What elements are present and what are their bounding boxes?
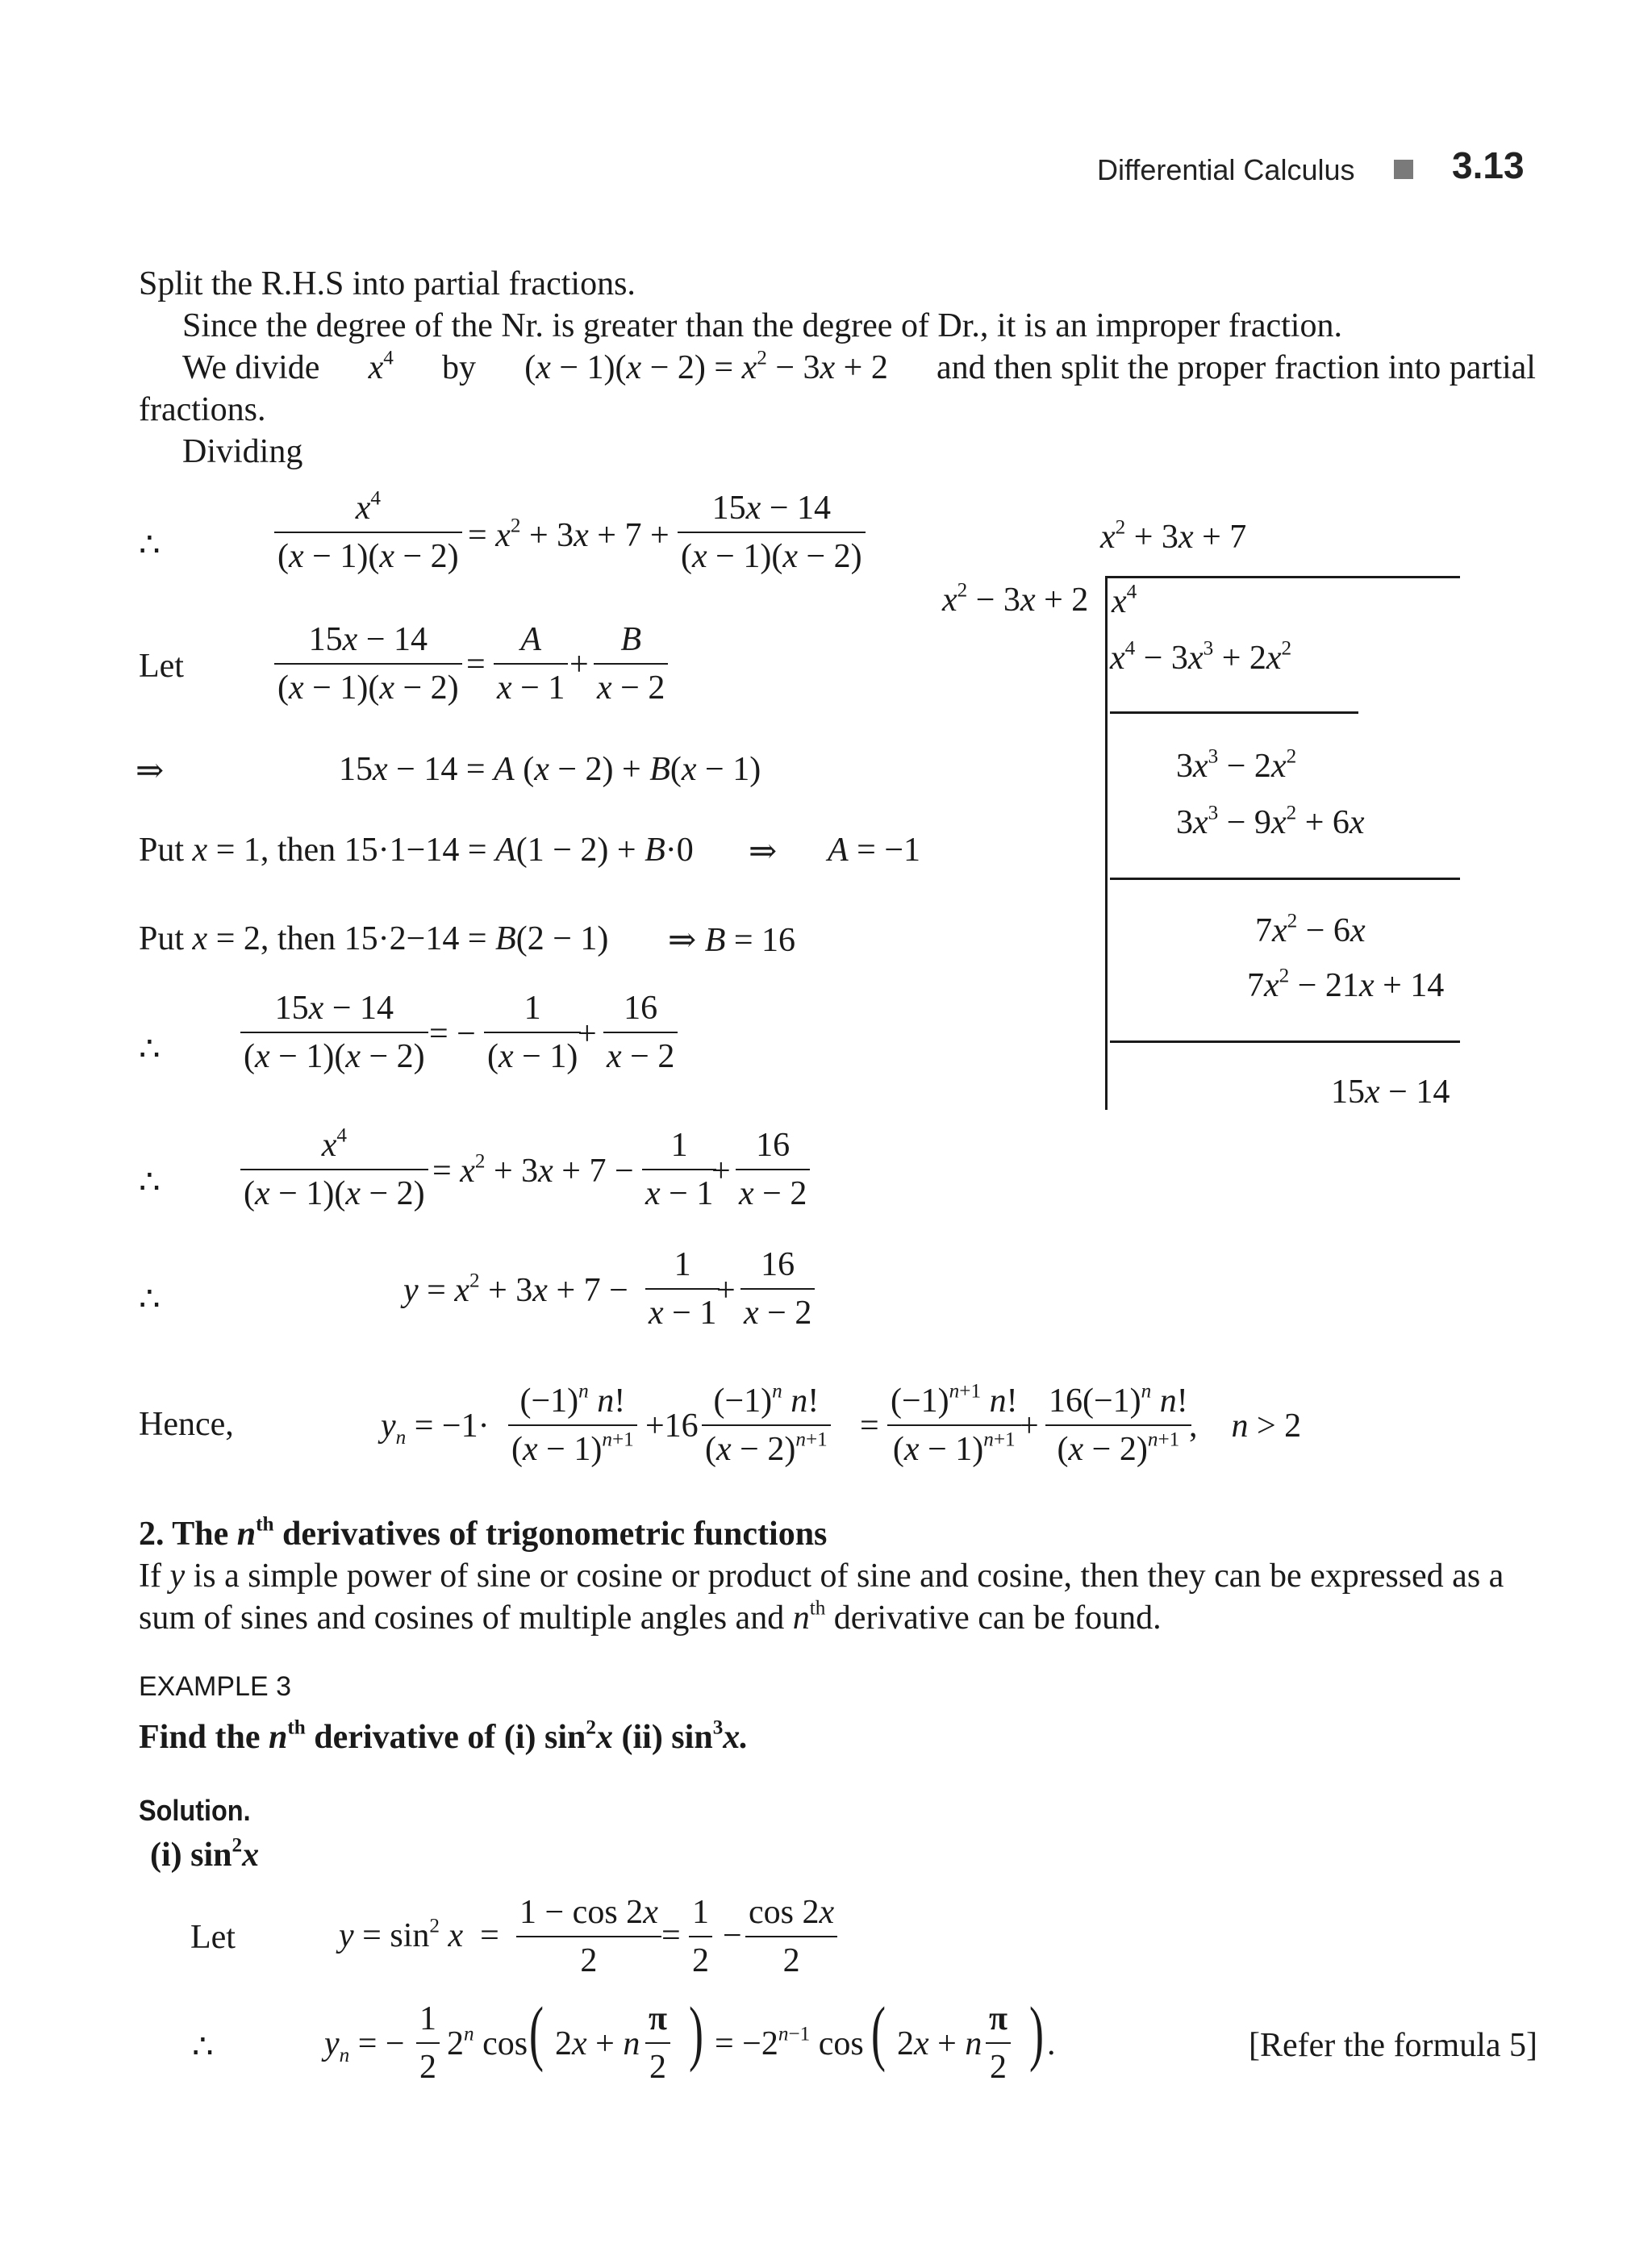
fraction-b: $\frac{B}{x - 2}$ xyxy=(594,619,668,708)
section-2-para-b: is a simple power of sine or cosine or product of sine and cosine, then they can be expressed as a xyxy=(193,1558,1504,1595)
division-subtract-line-2 xyxy=(1110,878,1460,880)
section-2-paragraph-line-1: If y is a simple power of sine or cosine or product of sine and cosine, then they can be expressed as a xyxy=(139,1558,1504,1595)
long-division-step-4: $7x^2 - 6x$ xyxy=(1255,910,1366,949)
intro-line-4: fractions. xyxy=(139,391,266,428)
example-label: EXAMPLE 3 xyxy=(139,1671,291,1702)
section-2-heading: 2. The $n^{th}$ derivatives of trigonometric functions xyxy=(139,1513,828,1553)
fraction-nth-term-4: $\frac{16(-1)^n n!}{(x - 2)^{n+1}}$ xyxy=(1045,1381,1191,1470)
plus-sign-2: + xyxy=(578,1015,597,1053)
division-bar-top xyxy=(1105,576,1460,578)
fraction-remainder-2: $\frac{15x - 14}{(x - 1)(x - 2)}$ xyxy=(240,988,428,1077)
put-x2-text-c: (2 − 1) xyxy=(515,920,609,957)
example-title-b: derivative of (i) sin xyxy=(314,1719,586,1756)
b-result: ⇒ B = 16 xyxy=(668,922,796,959)
intro-line-5: Dividing xyxy=(182,433,303,470)
put-x1-text-d: ·0 xyxy=(665,832,694,869)
plus-16: +16 xyxy=(645,1407,699,1445)
yn-equals: $y_n = -1\cdot$ xyxy=(381,1407,490,1449)
therefore-symbol: ∴ xyxy=(139,527,161,564)
long-division-step-5: $7x^2 - 21x + 14$ xyxy=(1247,965,1445,1004)
section-2-para-c: sum of sines and cosines of multiple angles and xyxy=(139,1599,785,1637)
example-title: Find the $n^{th}$ derivative of (i) $\sin^2x$ (ii) $\sin^3x$. xyxy=(139,1716,749,1756)
solution-label: Solution. xyxy=(139,1794,251,1827)
long-division-step-1: $x^4 - 3x^3 + 2x^2$ xyxy=(1110,637,1292,677)
hence-label: Hence, xyxy=(139,1406,234,1443)
right-paren: ) xyxy=(688,1993,703,2073)
x4-expression: $x^4$ xyxy=(368,347,394,386)
fraction-16-over-x-minus-2-2: $\frac{16}{x - 2}$ xyxy=(736,1125,810,1214)
plus-sign-4: + xyxy=(716,1272,736,1309)
intro-line-3a: We divide xyxy=(182,349,320,386)
running-header-title: Differential Calculus xyxy=(1097,153,1355,186)
long-division-quotient: $x^2 + 3x + 7$ xyxy=(1100,516,1247,556)
plus-sign: + xyxy=(569,646,589,683)
fraction-a: $\frac{A}{x - 1}$ xyxy=(494,619,568,708)
implies-symbol: ⇒ xyxy=(136,753,165,790)
formula-reference: [Refer the formula 5] xyxy=(1249,2027,1538,2064)
fraction-one-over-x-minus-1-3: $\frac{1}{x - 1}$ xyxy=(645,1245,720,1333)
long-division-step-2: $3x^3 - 2x^2$ xyxy=(1176,745,1297,785)
plus-sign-5: + xyxy=(1020,1407,1039,1445)
fraction-pi-over-2-2: $\frac{\pi}{2}$ xyxy=(986,1999,1011,2087)
a-result: A = −1 xyxy=(828,832,921,869)
argument-2x-plus-n: 2x + n xyxy=(555,2025,640,2062)
therefore-symbol-2: ∴ xyxy=(139,1031,161,1068)
section-2-paragraph-line-2: sum of sines and cosines of multiple angles and $n^{th}$ derivative can be found. xyxy=(139,1597,1162,1637)
put-x2-text: = 2, then 15·2−14 = xyxy=(215,920,487,957)
long-division-dividend: $x^4$ xyxy=(1112,581,1137,620)
put-x1-text-c: (1 − 2) + xyxy=(515,832,636,869)
fraction-one-half: $\frac{1}{2}$ xyxy=(689,1892,712,1981)
let-label-2: Let xyxy=(190,1919,236,1956)
fraction-x4-over-product: $\frac{x^4}{(x - 1)(x - 2)}$ xyxy=(274,488,462,577)
equation-1-middle: = $x^2 + 3x + 7$ + xyxy=(468,515,670,554)
section-2-heading-b: derivatives of trigonometric functions xyxy=(282,1516,828,1553)
equals-sign-3: = xyxy=(661,1917,681,1954)
intro-line-3c: and then split the proper fraction into partial xyxy=(937,349,1536,386)
left-paren-2: ( xyxy=(870,1993,886,2073)
fraction-one-minus-cos2x: $\frac{1 - \cos 2x}{2}$ xyxy=(516,1892,661,1981)
division-subtract-line-1 xyxy=(1110,711,1358,714)
fraction-one-over-x-minus-1: $\frac{1}{(x - 1)}$ xyxy=(484,988,581,1077)
right-paren-2: ) xyxy=(1028,1993,1044,2073)
a-value: = −1 xyxy=(857,832,921,869)
yn-equals-2: $y_n$ = − xyxy=(324,2025,405,2066)
plus-sign-3: + xyxy=(711,1153,731,1190)
fraction-remainder-let: $\frac{15x - 14}{(x - 1)(x - 2)}$ xyxy=(274,619,462,708)
fraction-one-half-2: $\frac{1}{2}$ xyxy=(416,1999,440,2087)
period: . xyxy=(1047,2025,1056,2062)
intro-line-3b: by xyxy=(442,349,477,386)
equals-minus: = − xyxy=(429,1015,476,1053)
therefore-symbol-3: ∴ xyxy=(139,1164,161,1201)
let-label: Let xyxy=(139,648,184,685)
y-sin2x: $y = \sin^2 x$ = xyxy=(339,1915,499,1954)
example-title-c: (ii) sin xyxy=(621,1719,713,1756)
condition-n-gt-2: , n > 2 xyxy=(1189,1407,1302,1445)
equals-sign-2: = xyxy=(860,1407,879,1445)
division-bracket xyxy=(1105,576,1108,1110)
minus-two-power-cos: = $-2^{n-1}$ cos xyxy=(715,2023,864,2062)
fraction-cos2x-over-2: $\frac{\cos 2x}{2}$ xyxy=(745,1892,837,1981)
intro-line-2: Since the degree of the Nr. is greater than the degree of Dr., it is an improper fraction. xyxy=(182,307,1342,344)
equals-sign: = xyxy=(466,646,486,683)
two-power-n-cos: 2$^n$ cos xyxy=(447,2023,528,2062)
fraction-remainder: $\frac{15x - 14}{(x - 1)(x - 2)}$ xyxy=(678,488,866,577)
put-x1-text: = 1, then 15·1−14 = xyxy=(215,832,487,869)
part-i-label: (i) sin xyxy=(150,1837,232,1874)
fraction-nth-term-2: $\frac{(-1)^n n!}{(x - 2)^{n+1}}$ xyxy=(702,1381,831,1470)
therefore-symbol-5: ∴ xyxy=(192,2029,214,2066)
page-number: 3.13 xyxy=(1452,144,1525,186)
fraction-one-over-x-minus-1-2: $\frac{1}{x - 1}$ xyxy=(642,1125,716,1214)
implies-symbol-2: ⇒ xyxy=(749,833,778,870)
put-x2-line: Put x = 2, then 15·2−14 = B(2 − 1) xyxy=(139,920,609,957)
section-2-para-a: If xyxy=(139,1558,161,1595)
division-subtract-line-3 xyxy=(1110,1040,1460,1043)
therefore-symbol-4: ∴ xyxy=(139,1281,161,1318)
put-x1-line: Put x = 1, then 15·1−14 = A(1 − 2) + B·0 xyxy=(139,832,694,869)
intro-line-3 xyxy=(182,347,1536,389)
long-division-step-3: $3x^3 - 9x^2 + 6x$ xyxy=(1176,802,1365,841)
long-division-divisor: $x^2 - 3x + 2$ xyxy=(942,579,1089,619)
equation-3: 15x − 14 = A (x − 2) + B(x − 1) xyxy=(339,751,761,788)
put-label: Put xyxy=(139,832,185,869)
y-equation: $y = x^2 + 3x + 7$ − xyxy=(403,1270,628,1309)
divisor-expression: $(x - 1)(x - 2) = x^2 - 3x + 2$ xyxy=(524,347,888,386)
header-square-icon xyxy=(1394,160,1413,179)
fraction-x4-over-product-2: $\frac{x^4}{(x - 1)(x - 2)}$ xyxy=(240,1125,428,1214)
argument-2x-plus-n-2: 2x + n xyxy=(897,2025,982,2062)
long-division-remainder: 15x − 14 xyxy=(1331,1074,1450,1111)
fraction-nth-term-1: $\frac{(-1)^n n!}{(x - 1)^{n+1}}$ xyxy=(508,1381,637,1470)
equation-5-middle: = $x^2 + 3x + 7$ − xyxy=(432,1150,634,1190)
fraction-nth-term-3: $\frac{(-1)^{n+1} n!}{(x - 1)^{n+1}}$ xyxy=(887,1381,1021,1470)
fraction-16-over-x-minus-2: $\frac{16}{x - 2}$ xyxy=(603,988,678,1077)
example-title-a: Find the xyxy=(139,1719,261,1756)
part-i-heading: (i) $\sin^2x$ xyxy=(150,1834,260,1874)
left-paren: ( xyxy=(528,1993,544,2073)
fraction-pi-over-2: $\frac{\pi}{2}$ xyxy=(645,1999,670,2087)
b-value: = 16 xyxy=(733,922,796,959)
minus-sign: − xyxy=(723,1917,742,1954)
fraction-16-over-x-minus-2-3: $\frac{16}{x - 2}$ xyxy=(740,1245,815,1333)
section-2-heading-a: 2. The xyxy=(139,1516,229,1553)
intro-line-1: Split the R.H.S into partial fractions. xyxy=(139,265,636,302)
put-label-2: Put xyxy=(139,920,185,957)
section-2-para-d: derivative can be found. xyxy=(833,1599,1162,1637)
